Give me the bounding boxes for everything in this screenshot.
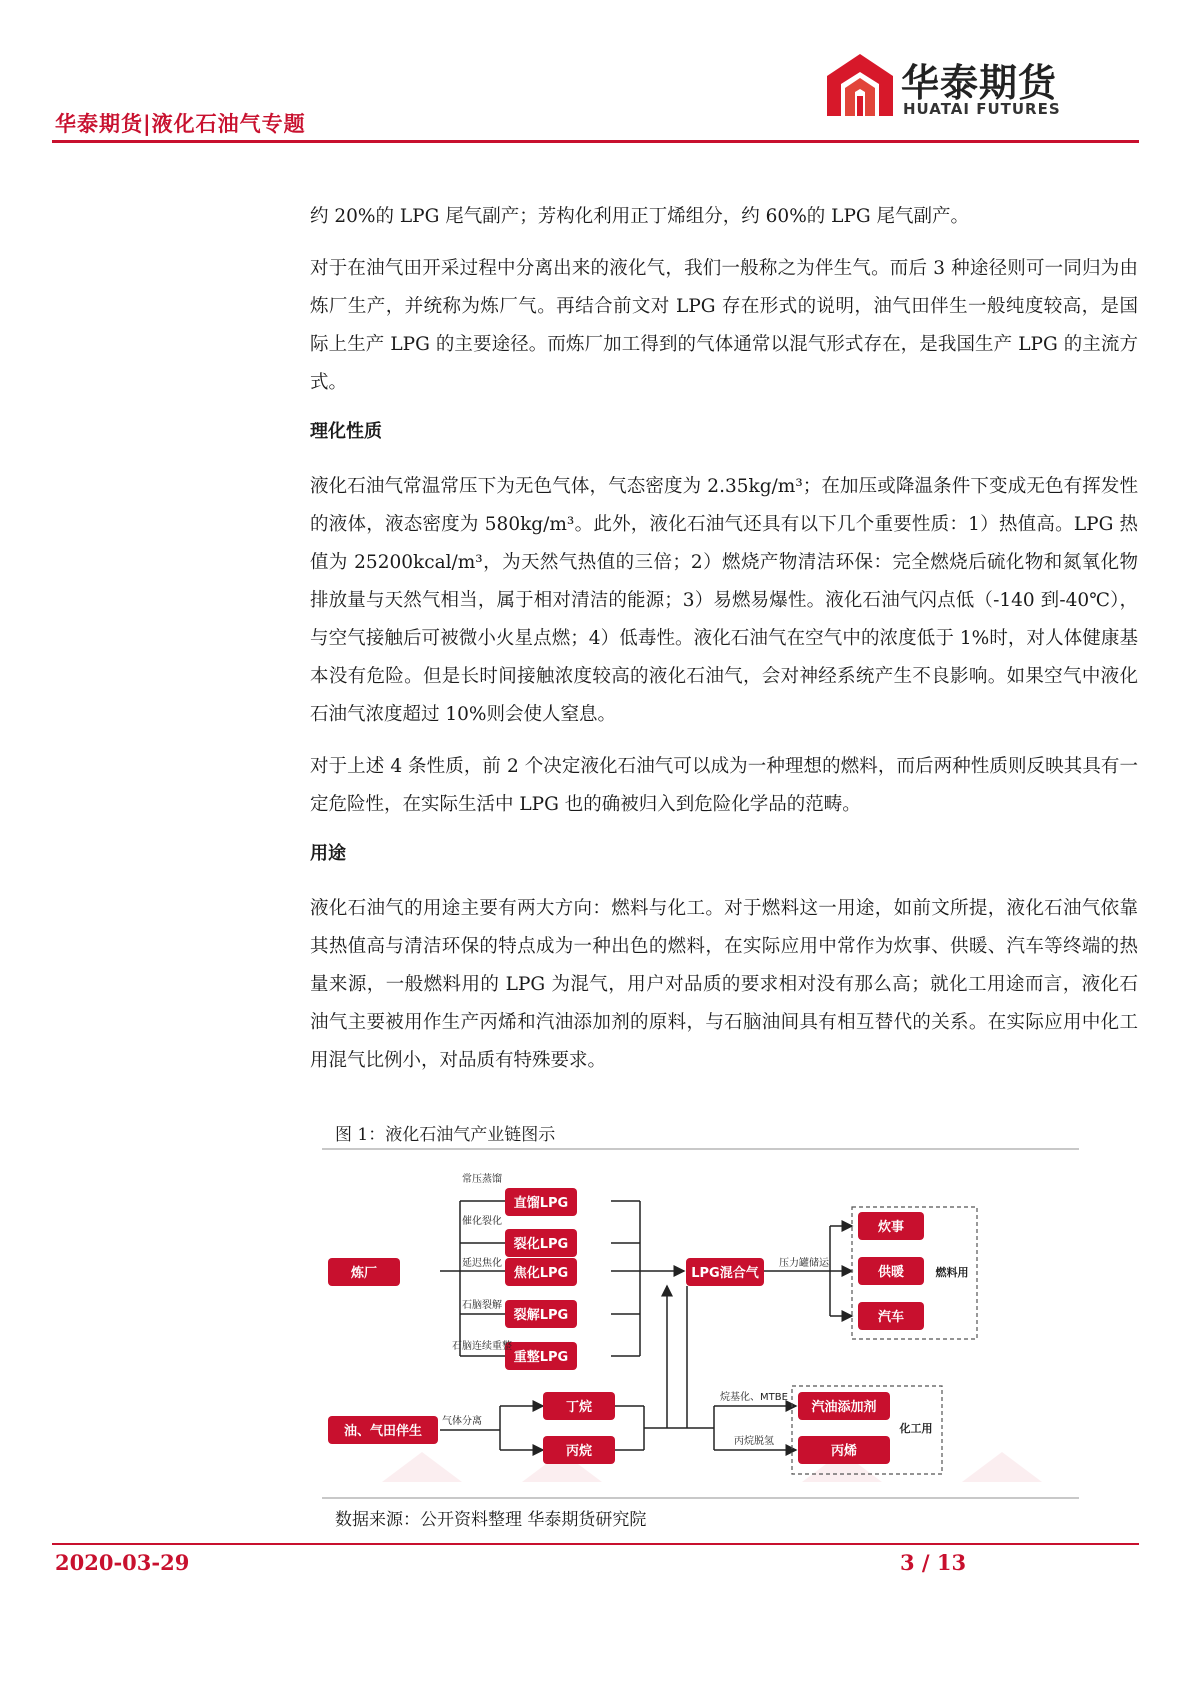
edge-label-pdh: 丙烷脱氢 [734, 1436, 774, 1447]
paragraph-1: 约 20%的 LPG 尾气副产；芳构化利用正丁烯组分，约 60%的 LPG 尾气副产。 [310, 206, 970, 227]
node-cracking-label: 裂解LPG [513, 1308, 569, 1323]
logo-mark-icon [825, 52, 895, 118]
node-cracked [505, 1229, 577, 1257]
node-cracked-label: 裂化LPG [513, 1237, 569, 1252]
node-propane-label: 丙烷 [565, 1444, 593, 1459]
node-gasoline-additive-label: 汽油添加剂 [811, 1400, 877, 1415]
node-butane [543, 1392, 615, 1420]
node-coked-label: 焦化LPG [513, 1266, 569, 1281]
node-butane-label: 丁烷 [565, 1400, 593, 1415]
report-header-title: 华泰期货|液化石油气专题 [55, 112, 306, 136]
logo-text-cn: 华泰期货 [901, 61, 1058, 105]
edge-label-atmospheric: 常压蒸馏 [462, 1174, 502, 1185]
report-body [310, 198, 1138, 1094]
figure-source: 数据来源：公开资料整理 华泰期货研究院 [335, 1510, 647, 1530]
watermark-icon [382, 1452, 1042, 1482]
footer-divider [52, 1543, 1139, 1545]
node-refinery-label: 炼厂 [350, 1266, 378, 1281]
figure-caption: 图 1：液化石油气产业链图示 [335, 1125, 556, 1145]
node-gasoline-additive [798, 1392, 890, 1420]
group-label-fuel: 燃料用 [935, 1266, 969, 1279]
group-label-chemical: 化工用 [899, 1422, 933, 1435]
node-refinery [328, 1258, 400, 1286]
node-heating [858, 1257, 924, 1285]
node-cracking [505, 1300, 577, 1328]
footer-page-number: 3 / 13 [900, 1550, 967, 1575]
node-straight-run [505, 1188, 577, 1216]
node-cooking-label: 炊事 [877, 1220, 905, 1235]
node-mixed-gas-label: LPG混合气 [691, 1266, 759, 1281]
edge-label-naphtha-cracking: 石脑裂解 [462, 1300, 502, 1311]
logo-text-en: HUATAI FUTURES [903, 100, 1061, 118]
edge-label-alkylation: 烷基化、MTBE [720, 1392, 788, 1403]
edge-label-gas-separation: 气体分离 [442, 1416, 482, 1427]
node-propylene-label: 丙烯 [830, 1444, 858, 1459]
node-oilfield-label: 油、气田伴生 [343, 1424, 423, 1439]
node-reformed [505, 1342, 577, 1370]
footer-date: 2020-03-29 [55, 1550, 190, 1575]
company-logo [825, 52, 1125, 122]
node-cooking [858, 1212, 924, 1240]
edge-label-catalytic: 催化裂化 [462, 1216, 502, 1227]
section-heading-uses: 用途 [310, 843, 346, 864]
paragraph-3: 液化石油气常温常压下为无色气体，气态密度为 2.35kg/m³；在加压或降温条件下变成无色有挥发性的液体，液态密度为 580kg/m³。此外，液化石油气还具有以下几个重要性质：1）热值高。LPG 热值为 25200kcal/m³，为天然气热值的三倍；2）燃烧产物清洁环保：完全燃烧后硫化物和氮氧化物排放量与天然气相当，属于相对清洁的能源；3）易燃易爆性。液化石油气闪点低（-140 到-40℃），与空气接触后可被微小火星点燃；4）低毒性。液化石油气在空气中的浓度低于 1%时，对人体健康基本没有危险。但是长时间接触浓度较高的液化石油气，会对神经系统产生不良影响。如果空气中液化石油气浓度超过 10%则会使人窒息。 [310, 476, 1138, 725]
node-heating-label: 供暖 [877, 1265, 905, 1280]
node-straight-run-label: 直馏LPG [513, 1196, 569, 1211]
paragraph-4: 对于上述 4 条性质，前 2 个决定液化石油气可以成为一种理想的燃料，而后两种性质则反映其具有一定危险性，在实际生活中 LPG 也的确被归入到危险化学品的范畴。 [310, 756, 1138, 815]
figure-bottom-rule [322, 1497, 1079, 1499]
node-coked [505, 1258, 577, 1286]
paragraph-2: 对于在油气田开采过程中分离出来的液化气，我们一般称之为伴生气。而后 3 种途径则可一同归为由炼厂生产，并统称为炼厂气。再结合前文对 LPG 存在形式的说明，油气田伴生一般纯度较高，是国际上生产 LPG 的主要途径。而炼厂加工得到的气体通常以混气形式存在，是我国生产 LPG 的主流方式。 [310, 258, 1138, 393]
node-mixed-gas [686, 1258, 764, 1286]
node-propane [543, 1436, 615, 1464]
node-car [858, 1302, 924, 1330]
paragraph-5: 液化石油气的用途主要有两大方向：燃料与化工。对于燃料这一用途，如前文所提，液化石油气依靠其热值高与清洁环保的特点成为一种出色的燃料，在实际应用中常作为炊事、供暖、汽车等终端的热量来源，一般燃料用的 LPG 为混气，用户对品质的要求相对没有那么高；就化工用途而言，液化石油气主要被用作生产丙烯和汽油添加剂的原料，与石脑油间具有相互替代的关系。在实际应用中化工用混气比例小，对品质有特殊要求。 [310, 898, 1138, 1071]
figure-top-rule [322, 1148, 1079, 1150]
node-car-label: 汽车 [877, 1310, 905, 1325]
node-oilfield [328, 1416, 438, 1444]
edge-label-pressure-tank: 压力罐储运 [779, 1258, 829, 1269]
node-reformed-label: 重整LPG [513, 1350, 569, 1365]
header-divider [52, 140, 1139, 143]
edge-label-delayed-coking: 延迟焦化 [462, 1258, 502, 1269]
lpg-chain-diagram [322, 1152, 1079, 1500]
edge-label-naphtha-reforming: 石脑连续重整 [452, 1341, 512, 1352]
section-heading-properties: 理化性质 [310, 421, 382, 442]
node-propylene [798, 1436, 890, 1464]
